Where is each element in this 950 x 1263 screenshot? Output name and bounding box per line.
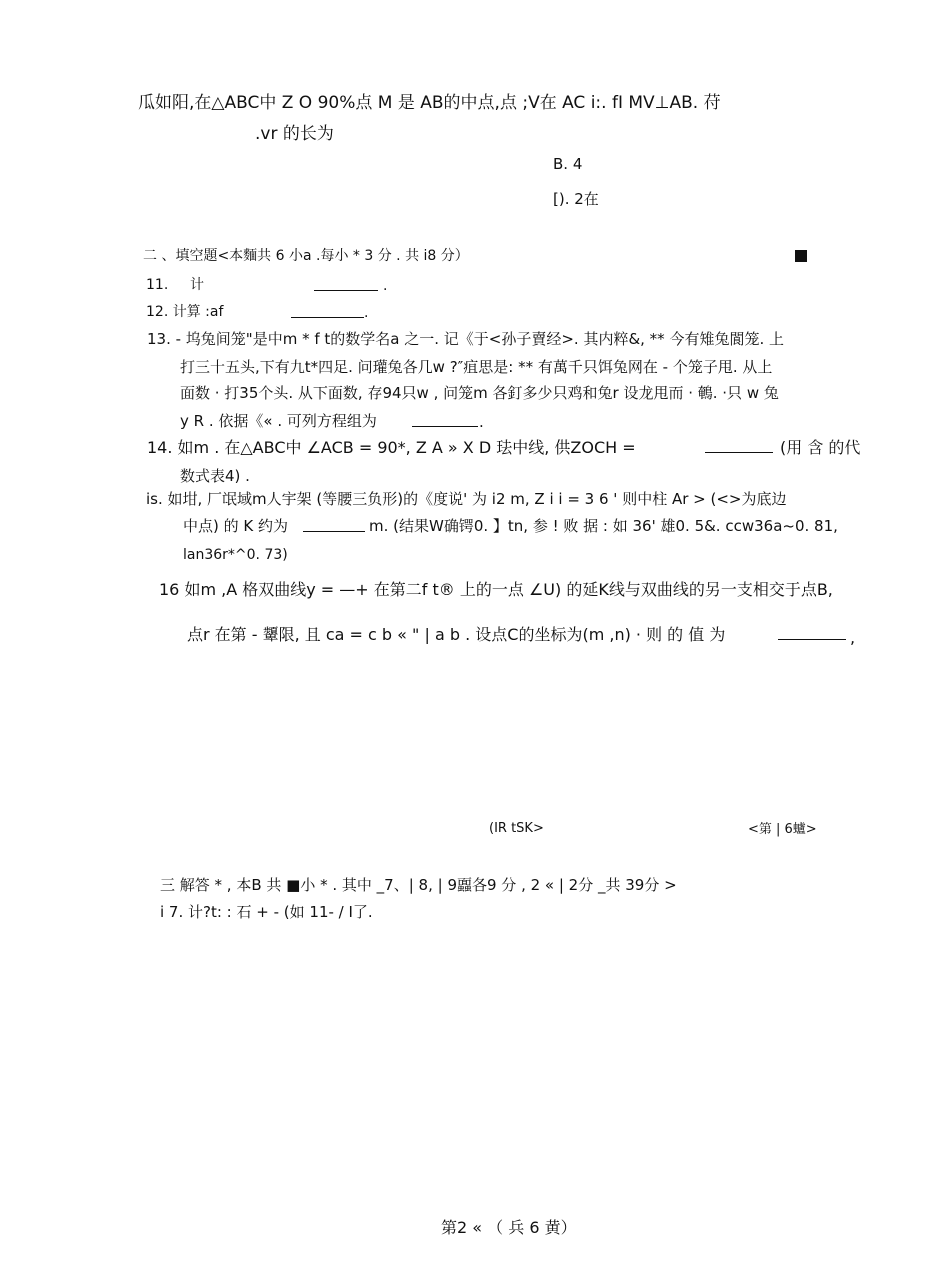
q15-line3: lan36r*^0. 73) [183,547,288,563]
q16-comma: , [850,628,856,647]
q16-line2: 点r 在第 - 顰限, 且 ca = c b « " | a b . 设点C的坐标为(m ,n) · 则 的 值 为 [187,625,726,644]
q13-line3: 面数 · 打35个头. 从下面数, 存94只w , 问笼m 各釘多少只鸡和兔r 设龙甩而 · 鵪. ·只 w 兔 [180,384,779,402]
black-square-mark [795,250,807,262]
q15-line1: is. 如坩, 厂氓域m人宇架 (等腰三负形)的《度说' 为 i2 m, Z i i = 3 6 ' 则中柱 Ar > (<>为底边 [146,490,787,508]
q12-period: . [364,305,369,321]
q14-answer-blank [705,440,773,456]
section-2-heading: 二 、填空題<本麵共 6 小a .每小 * 3 分 . 共 i8 分） [143,248,469,264]
figure-label-right: <第 | 6蠦> [748,822,817,837]
q13-line4: y R . 依据《« . 可列方程组为 [180,412,377,430]
q17-text: i 7. 计?t: : 石 + - (如 11- / I了. [160,903,373,921]
q11-number: 11. [146,277,169,293]
q13-line1: 13. - 坞兔间笼"是中m * f t的数学名a 之一. 记《于<孙子賣经>. 其内粹&, ** 今有雉兔閬笼. 上 [147,330,784,348]
q16-line1: 16 如m ,A 格双曲线y = —+ 在第二f t® 上的一点 ∠U) 的延K线与双曲线的另一支相交于点B, [159,580,833,599]
q10-stem-line1: 瓜如阳,在△ABC中 Z O 90%点 M 是 AB的中点,点 ;V在 AC i:. fI MV⊥AB. 苻 [138,93,721,113]
q14-line1-tail: (用 含 的代 [780,438,861,457]
q13-line2: 打三十五头,下有九t*四足. 问瓘兔各几w ?″疽思是: ** 有萬千只饵兔网在 - 个笼子甩. 从上 [180,358,773,376]
q10-stem-line2: .vr 的长为 [255,124,334,144]
q12-answer-blank [291,305,364,321]
q16-answer-blank [778,627,846,643]
section-3-heading: 三 解答 * , 本B 共 ■小 * . 其中 _7、| 8, | 9蠠各9 分 , 2 « | 2分 _共 39分 > [160,876,677,894]
q14-line1: 14. 如m . 在△ABC中 ∠ACB = 90*, Z A » X D 珐中线, 供ZOCH = [147,438,636,457]
q14-line2: 数式表4) . [180,467,250,485]
q11-text: 计 [190,277,204,293]
figure-label-left: (IR tSK> [489,821,544,836]
q13-period: . [479,413,484,431]
q10-option-b: B. 4 [553,155,583,173]
q13-answer-blank [412,414,478,430]
q12-text: 12. 计算 :af [146,304,224,320]
q15-line2-tail: m. (结果W确锷0. 】tn, 参 ! 败 据 : 如 36' 雄0. 5&. ccw36a~0. 81, [369,517,838,535]
q15-line2-head: 中点) 的 K 约为 [183,517,288,535]
q10-option-d: [). 2在 [553,190,599,208]
q11-answer-blank [314,278,378,294]
page-footer: 第2 « （ 兵 6 黄） [441,1218,577,1237]
q11-period: . [383,278,388,294]
q15-answer-blank [303,519,365,535]
